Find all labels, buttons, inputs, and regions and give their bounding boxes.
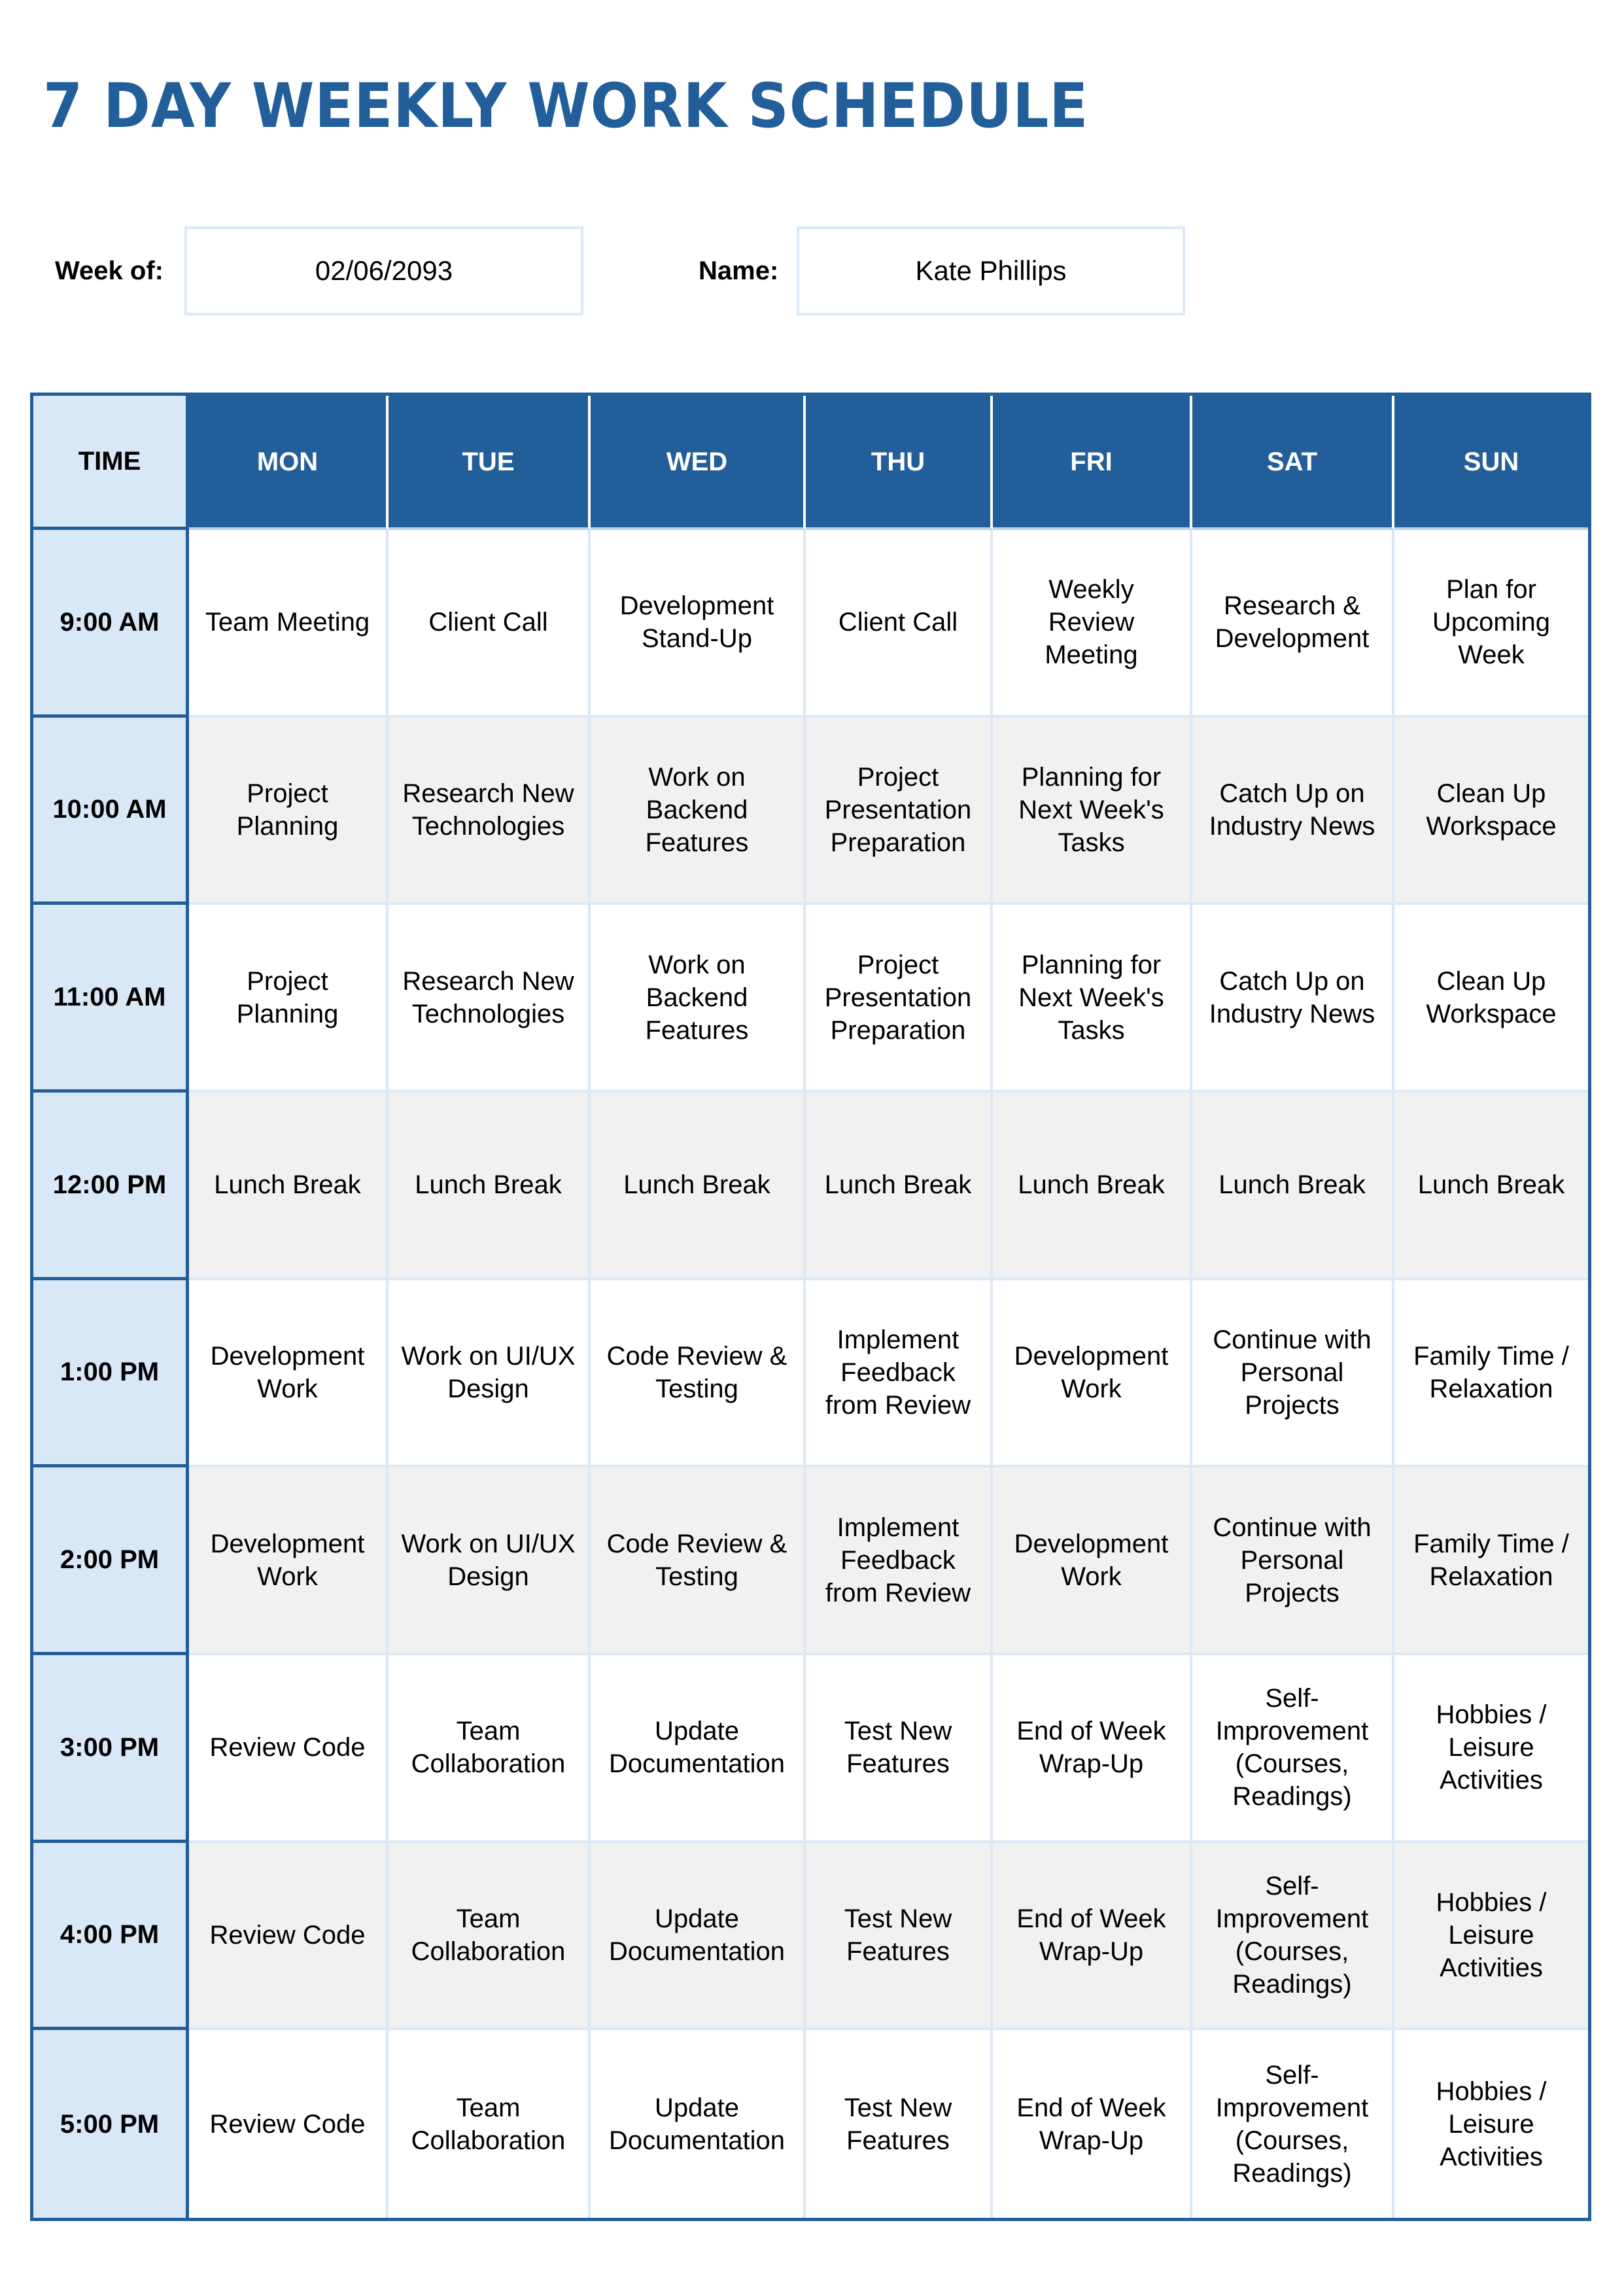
schedule-cell-fri[interactable]: Development Work [993,1280,1192,1468]
schedule-cell-fri[interactable]: Planning for Next Week's Tasks [993,718,1192,905]
schedule-cell-wed[interactable]: Update Documentation [591,1843,806,2031]
day-header-sun: SUN [1394,396,1588,530]
schedule-cell-thu[interactable]: Test New Features [806,2030,993,2218]
schedule-cell-thu[interactable]: Implement Feedback from Review [806,1280,993,1468]
schedule-cell-wed[interactable]: Code Review & Testing [591,1280,806,1468]
schedule-cell-thu[interactable]: Project Presentation Preparation [806,905,993,1093]
schedule-cell-mon[interactable]: Lunch Break [189,1093,389,1280]
schedule-cell-sun[interactable]: Hobbies / Leisure Activities [1394,1843,1588,2031]
schedule-cell-tue[interactable]: Team Collaboration [389,2030,591,2218]
name-field[interactable] [797,226,1185,315]
schedule-cell-wed[interactable]: Work on Backend Features [591,718,806,905]
schedule-cell-tue[interactable]: Work on UI/UX Design [389,1467,591,1655]
schedule-cell-sat[interactable]: Self-Improvement (Courses, Readings) [1192,1655,1394,1843]
time-slot-label: 4:00 PM [33,1843,189,2031]
time-slot-label: 1:00 PM [33,1280,189,1468]
schedule-cell-fri[interactable]: Development Work [993,1467,1192,1655]
schedule-cell-sat[interactable]: Lunch Break [1192,1093,1394,1280]
schedule-cell-mon[interactable]: Project Planning [189,718,389,905]
schedule-cell-wed[interactable]: Code Review & Testing [591,1467,806,1655]
time-slot-label: 3:00 PM [33,1655,189,1843]
schedule-cell-mon[interactable]: Project Planning [189,905,389,1093]
time-slot-label: 9:00 AM [33,530,189,718]
schedule-cell-sun[interactable]: Family Time / Relaxation [1394,1467,1588,1655]
schedule-cell-fri[interactable]: End of Week Wrap-Up [993,2030,1192,2218]
schedule-cell-sun[interactable]: Clean Up Workspace [1394,905,1588,1093]
schedule-cell-tue[interactable]: Work on UI/UX Design [389,1280,591,1468]
schedule-cell-mon[interactable]: Development Work [189,1467,389,1655]
schedule-cell-sat[interactable]: Catch Up on Industry News [1192,905,1394,1093]
schedule-cell-sat[interactable]: Self-Improvement (Courses, Readings) [1192,2030,1394,2218]
day-header-fri: FRI [993,396,1192,530]
time-column-header: TIME [33,396,189,530]
schedule-cell-thu[interactable]: Project Presentation Preparation [806,718,993,905]
name-value: Kate Phillips [915,255,1067,286]
week-of-value: 02/06/2093 [315,255,453,286]
schedule-cell-wed[interactable]: Update Documentation [591,1655,806,1843]
schedule-cell-sat[interactable]: Self-Improvement (Courses, Readings) [1192,1843,1394,2031]
schedule-cell-mon[interactable]: Review Code [189,1655,389,1843]
schedule-cell-sat[interactable]: Continue with Personal Projects [1192,1280,1394,1468]
schedule-cell-wed[interactable]: Update Documentation [591,2030,806,2218]
day-header-sat: SAT [1192,396,1394,530]
time-slot-label: 2:00 PM [33,1467,189,1655]
schedule-cell-thu[interactable]: Lunch Break [806,1093,993,1280]
name-label: Name: [699,256,779,285]
week-of-label: Week of: [55,256,164,285]
schedule-cell-wed[interactable]: Work on Backend Features [591,905,806,1093]
schedule-cell-sat[interactable]: Research & Development [1192,530,1394,718]
schedule-cell-thu[interactable]: Test New Features [806,1655,993,1843]
schedule-cell-sun[interactable]: Hobbies / Leisure Activities [1394,2030,1588,2218]
page-title: 7 DAY WEEKLY WORK SCHEDULE [43,71,1089,142]
schedule-cell-mon[interactable]: Development Work [189,1280,389,1468]
schedule-cell-wed[interactable]: Lunch Break [591,1093,806,1280]
day-header-thu: THU [806,396,993,530]
schedule-cell-sat[interactable]: Catch Up on Industry News [1192,718,1394,905]
schedule-cell-sun[interactable]: Clean Up Workspace [1394,718,1588,905]
schedule-cell-tue[interactable]: Team Collaboration [389,1655,591,1843]
schedule-cell-tue[interactable]: Team Collaboration [389,1843,591,2031]
schedule-cell-thu[interactable]: Client Call [806,530,993,718]
schedule-cell-mon[interactable]: Review Code [189,1843,389,2031]
schedule-cell-sun[interactable]: Lunch Break [1394,1093,1588,1280]
schedule-cell-thu[interactable]: Test New Features [806,1843,993,2031]
schedule-cell-sun[interactable]: Hobbies / Leisure Activities [1394,1655,1588,1843]
day-header-mon: MON [189,396,389,530]
schedule-cell-sun[interactable]: Plan for Upcoming Week [1394,530,1588,718]
schedule-cell-wed[interactable]: Development Stand-Up [591,530,806,718]
schedule-cell-fri[interactable]: Lunch Break [993,1093,1192,1280]
schedule-cell-tue[interactable]: Lunch Break [389,1093,591,1280]
schedule-cell-mon[interactable]: Team Meeting [189,530,389,718]
schedule-cell-sun[interactable]: Family Time / Relaxation [1394,1280,1588,1468]
time-slot-label: 11:00 AM [33,905,189,1093]
schedule-cell-thu[interactable]: Implement Feedback from Review [806,1467,993,1655]
schedule-cell-fri[interactable]: End of Week Wrap-Up [993,1655,1192,1843]
schedule-cell-mon[interactable]: Review Code [189,2030,389,2218]
schedule-cell-sat[interactable]: Continue with Personal Projects [1192,1467,1394,1655]
schedule-cell-tue[interactable]: Research New Technologies [389,905,591,1093]
schedule-cell-fri[interactable]: Planning for Next Week's Tasks [993,905,1192,1093]
day-header-tue: TUE [389,396,591,530]
schedule-cell-fri[interactable]: Weekly Review Meeting [993,530,1192,718]
time-slot-label: 5:00 PM [33,2030,189,2218]
day-header-wed: WED [591,396,806,530]
time-slot-label: 12:00 PM [33,1093,189,1280]
schedule-cell-tue[interactable]: Client Call [389,530,591,718]
schedule-table [30,393,1591,2221]
schedule-cell-fri[interactable]: End of Week Wrap-Up [993,1843,1192,2031]
time-slot-label: 10:00 AM [33,718,189,905]
schedule-cell-tue[interactable]: Research New Technologies [389,718,591,905]
week-of-field[interactable] [184,226,583,315]
